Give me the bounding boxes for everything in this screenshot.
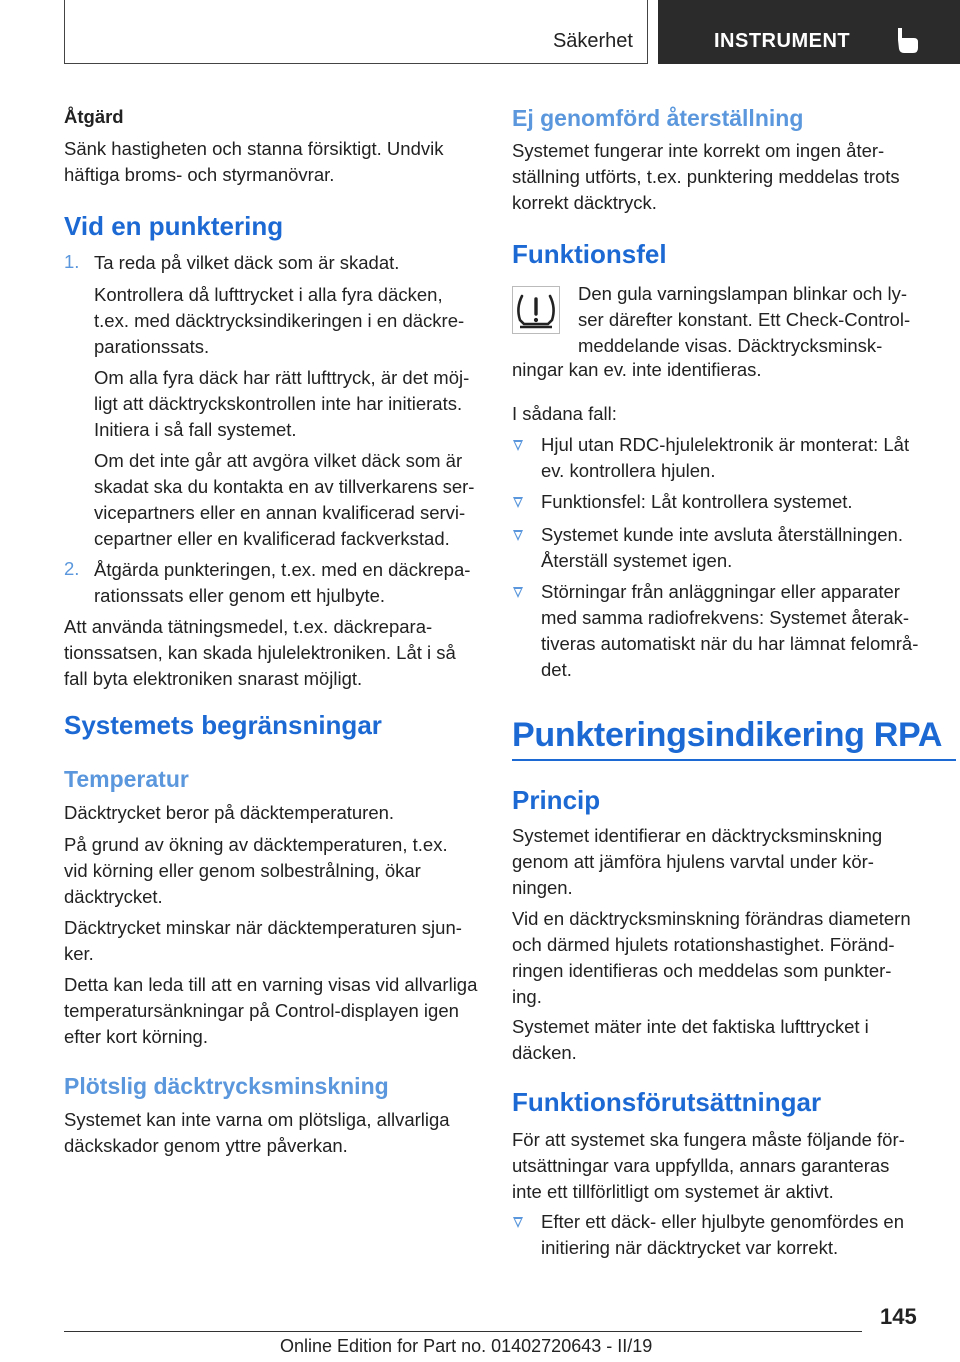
such-cases-text: I sådana fall:: [512, 403, 617, 424]
no-reset-text: korrekt däcktryck.: [512, 192, 657, 213]
principle-text: och därmed hjulets rotationshastighet. Föränd-: [512, 934, 895, 955]
no-reset-heading: Ej genomförd återställning: [512, 105, 804, 131]
step-text: rationssats eller genom ett hjulbyte.: [94, 585, 386, 606]
temperature-text: efter kort körning.: [64, 1026, 208, 1047]
temperature-text: däcktrycket.: [64, 886, 163, 907]
principle-text: ningen.: [512, 877, 573, 898]
malfunction-text: meddelande visas. Däcktrycksminsk-: [578, 335, 883, 356]
step-number: 1.: [64, 251, 80, 272]
step-text: Ta reda på vilket däck som är skadat.: [94, 252, 400, 273]
principle-text: Systemet identifierar en däcktrycksminskning: [512, 825, 883, 846]
tire-pressure-warning-icon: [512, 286, 560, 334]
bullet-text: Systemet kunde inte avsluta återställningen.: [541, 524, 903, 545]
requirements-text: inte ett tillförlitligt om systemet är aktivt.: [512, 1181, 834, 1202]
principle-text: Vid en däcktrycksminskning förändras diametern: [512, 908, 911, 929]
requirements-text: utsättningar vara uppfyllda, annars garanteras: [512, 1155, 890, 1176]
bullet-marker-icon: [513, 1217, 523, 1228]
puncture-heading: Vid en punktering: [64, 211, 284, 241]
step-text: cepartner eller en kvalificerad fackverkstad.: [94, 528, 450, 549]
step-text: t.ex. med däcktrycksindikeringen i en däckre-: [94, 310, 465, 331]
bullet-text: Hjul utan RDC-hjulelektronik är monterat: Låt: [541, 434, 910, 455]
sealant-text: fall byta elektroniken snarast möjligt.: [64, 668, 363, 689]
malfunction-text: ningar kan ev. inte identifieras.: [512, 359, 762, 380]
bullet-text: ev. kontrollera hjulen.: [541, 460, 716, 481]
principle-text: Systemet mäter inte det faktiska lufttrycket i: [512, 1016, 869, 1037]
sealant-text: tionssatsen, kan skada hjulelektroniken. Låt i så: [64, 642, 456, 663]
bullet-text: tiveras automatiskt när du har lämnat felområ-: [541, 633, 919, 654]
bullet-text: Störningar från anläggningar eller apparater: [541, 581, 900, 602]
step-text: vicepartners eller en annan kvalificerad servi-: [94, 502, 466, 523]
sealant-text: Att använda tätningsmedel, t.ex. däckrepara-: [64, 616, 433, 637]
no-reset-text: Systemet fungerar inte korrekt om ingen åter-: [512, 140, 885, 161]
section-tab[interactable]: [64, 0, 648, 64]
step-text: Åtgärda punkteringen, t.ex. med en däckrepa-: [94, 559, 471, 580]
requirements-text: För att systemet ska fungera måste följande för-: [512, 1129, 905, 1150]
pointing-hand-icon: [894, 26, 920, 54]
bullet-text: det.: [541, 659, 572, 680]
temperature-heading: Temperatur: [64, 766, 189, 792]
step-text: Om alla fyra däck har rätt lufttryck, är det möj-: [94, 367, 470, 388]
principle-heading: Princip: [512, 785, 601, 815]
sudden-loss-text: Systemet kan inte varna om plötsliga, allvarliga: [64, 1109, 450, 1130]
bullet-text: Funktionsfel: Låt kontrollera systemet.: [541, 491, 853, 512]
limits-heading: Systemets begränsningar: [64, 710, 382, 740]
bullet-marker-icon: [513, 440, 523, 451]
rpa-heading: Punkteringsindikering RPA: [512, 716, 943, 754]
step-text: parationssats.: [94, 336, 210, 357]
bullet-marker-icon: [513, 530, 523, 541]
principle-text: däcken.: [512, 1042, 577, 1063]
bullet-text: Återställ systemet igen.: [541, 550, 733, 571]
temperature-text: Däcktrycket beror på däcktemperaturen.: [64, 802, 395, 823]
step-text: Kontrollera då lufttrycket i alla fyra däcken,: [94, 284, 443, 305]
action-heading: Åtgärd: [64, 106, 124, 127]
bullet-text: Efter ett däck- eller hjulbyte genomfördes en: [541, 1211, 904, 1232]
sudden-loss-heading: Plötslig däcktrycksminskning: [64, 1073, 389, 1099]
step-text: skadat ska du kontakta en av tillverkarens ser-: [94, 476, 475, 497]
section-tab-label: Säkerhet: [552, 30, 633, 52]
temperature-text: Däcktrycket minskar när däcktemperaturen sjun-: [64, 917, 462, 938]
page-number: 145: [880, 1304, 917, 1329]
step-text: Om det inte går att avgöra vilket däck som är: [94, 450, 463, 471]
chapter-tab-label: INSTRUMENT: [714, 30, 851, 52]
footer-divider: [64, 1331, 862, 1332]
malfunction-text: ser därefter konstant. Ett Check-Control-: [578, 309, 911, 330]
no-reset-text: ställning utförts, t.ex. punktering meddelas trots: [512, 166, 900, 187]
chapter-tab[interactable]: [658, 0, 960, 64]
step-text: Initiera i så fall systemet.: [94, 419, 297, 440]
sudden-loss-text: däckskador genom yttre påverkan.: [64, 1135, 348, 1156]
rpa-heading-rule: [512, 759, 956, 761]
temperature-text: ker.: [64, 943, 94, 964]
bullet-text: med samma radiofrekvens: Systemet återak-: [541, 607, 910, 628]
temperature-text: vid körning eller genom solbestrålning, ökar: [64, 860, 421, 881]
principle-text: ing.: [512, 986, 542, 1007]
principle-text: ringen identifieras och meddelas som punkter-: [512, 960, 892, 981]
bullet-marker-icon: [513, 587, 523, 598]
bullet-marker-icon: [513, 497, 523, 508]
temperature-text: temperatursänkningar på Control-displayen igen: [64, 1000, 459, 1021]
malfunction-heading: Funktionsfel: [512, 239, 667, 269]
step-text: ligt att däcktryckskontrollen inte har initierats.: [94, 393, 463, 414]
action-line: häftiga broms- och styrmanövrar.: [64, 164, 335, 185]
temperature-text: På grund av ökning av däcktemperaturen, t.ex.: [64, 834, 448, 855]
requirements-heading: Funktionsförutsättningar: [512, 1087, 822, 1117]
action-line: Sänk hastigheten och stanna försiktigt. Undvik: [64, 138, 444, 159]
principle-text: genom att jämföra hjulens varvtal under kör-: [512, 851, 874, 872]
edition-text: Online Edition for Part no. 01402720643 - II/19: [280, 1336, 653, 1356]
temperature-text: Detta kan leda till att en varning visas vid allvarliga: [64, 974, 478, 995]
step-number: 2.: [64, 558, 80, 579]
bullet-text: initiering när däcktrycket var korrekt.: [541, 1237, 839, 1258]
malfunction-text: Den gula varningslampan blinkar och ly-: [578, 283, 908, 304]
